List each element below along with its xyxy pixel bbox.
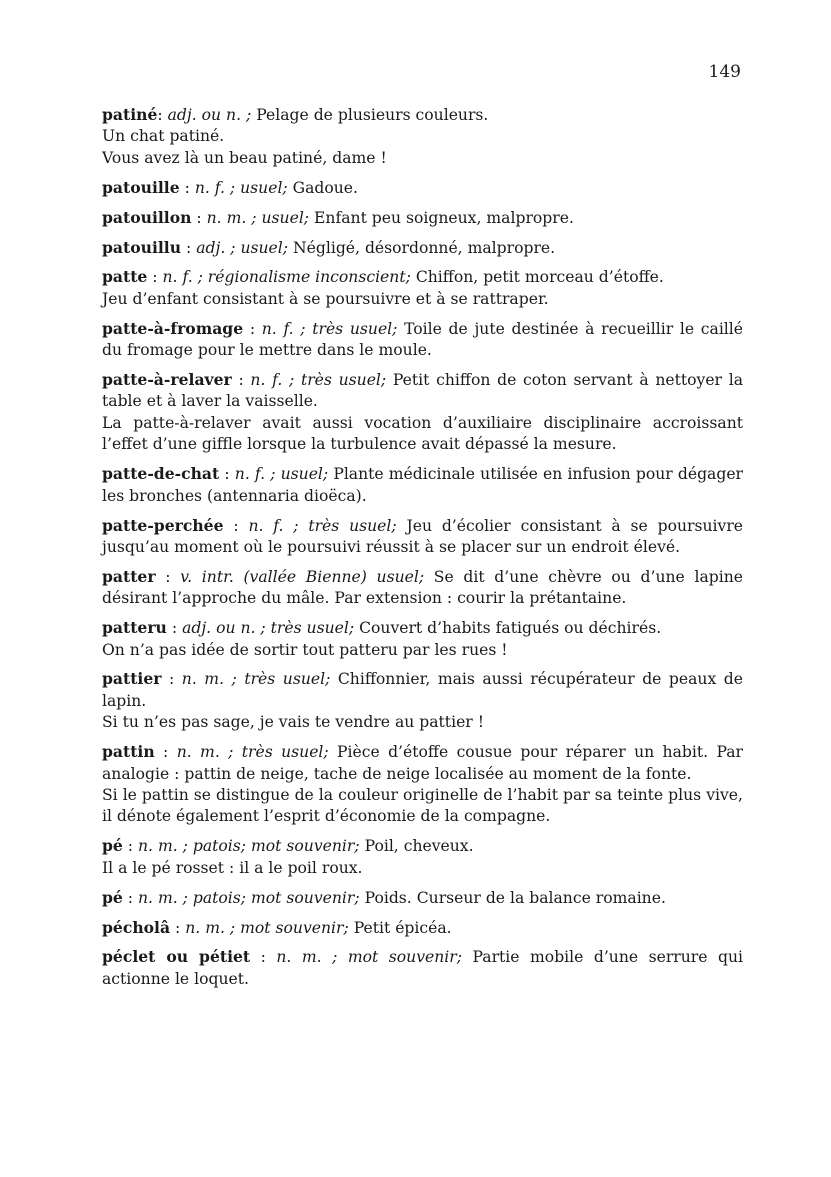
- entry-definition: Petit chiffon de coton servant à nettoyer la table et à laver la vaisselle.: [102, 371, 744, 411]
- entry-headword: patteru: [102, 618, 167, 638]
- dictionary-entry: [102, 741, 743, 828]
- entry-separator: :: [223, 516, 249, 535]
- entry-grammar: n. m. ; très usuel;: [176, 743, 329, 762]
- entry-separator: :: [179, 178, 195, 197]
- entry-separator: :: [154, 743, 177, 762]
- entry-headword: patte: [102, 267, 148, 287]
- entry-definition: Négligé, désordonné, malpropre.: [288, 238, 556, 257]
- entry-headword: pé: [102, 836, 123, 856]
- entry-definition: Enfant peu soigneux, malpropre.: [309, 208, 574, 227]
- entry-headword: patouillu: [102, 237, 182, 257]
- entry-headword: patiné: [102, 105, 158, 124]
- dictionary-entry: [102, 835, 743, 879]
- entry-separator: :: [166, 619, 183, 638]
- entry-headword: pattin: [102, 742, 155, 762]
- entry-separator: :: [219, 465, 235, 484]
- entry-grammar: adj. ; usuel;: [196, 238, 289, 257]
- entry-separator: :: [122, 888, 138, 907]
- entry-definition: Partie mobile d’une serrure qui actionne le loquet.: [102, 948, 743, 988]
- dictionary-entry: [102, 266, 743, 310]
- entry-definition: Poids. Curseur de la balance romaine.: [359, 888, 666, 907]
- dictionary-entry: [102, 887, 743, 909]
- dictionary-entry: [102, 369, 743, 456]
- entry-grammar: n. m. ; très usuel;: [181, 670, 331, 689]
- entry-grammar: n. f. ; usuel;: [234, 465, 329, 484]
- dictionary-entry: [102, 617, 743, 661]
- entry-headword: patter: [102, 566, 156, 586]
- entry-example: Il a le pé rosset : il a le poil roux.: [102, 858, 363, 877]
- entry-definition: Pelage de plusieurs couleurs.: [251, 106, 489, 124]
- entry-headword: patouille: [102, 177, 180, 197]
- entry-example: Jeu d’enfant consistant à se poursuivre et à se rattraper.: [102, 289, 549, 308]
- entry-grammar: n. f. ; très usuel;: [248, 516, 397, 535]
- entry-grammar: n. m. ; usuel;: [206, 208, 310, 227]
- entry-example: Vous avez là un beau patiné, dame !: [102, 148, 387, 167]
- entry-grammar: n. m. ; mot souvenir;: [185, 918, 349, 937]
- entry-headword: patte-de-chat: [102, 464, 220, 484]
- entry-definition: Petit épicéa.: [348, 918, 452, 937]
- entry-grammar: n. m. ; patois; mot souvenir;: [138, 888, 360, 907]
- entry-definition: Chiffonnier, mais aussi récupérateur de peaux de lapin.: [102, 670, 743, 710]
- entry-headword: pé: [102, 887, 123, 907]
- dictionary-entry: [102, 566, 743, 610]
- entry-definition: Plante médicinale utilisée en infusion pour dégager les bronches (antennaria dioëca).: [102, 465, 744, 505]
- entry-definition: Chiffon, petit morceau d’étoffe.: [410, 268, 664, 287]
- entry-separator: :: [191, 208, 207, 227]
- entry-headword: patouillon: [102, 207, 192, 227]
- entry-headword: péclet ou pétiet: [102, 947, 251, 967]
- entry-separator: :: [170, 918, 186, 937]
- entry-grammar: adj. ou n. ;: [167, 106, 252, 124]
- entry-example: Si le pattin se distingue de la couleur originelle de l’habit par sa teinte plus vive, il dénote également l’esprit d’économie de la compagne.: [102, 785, 743, 826]
- dictionary-entries: [102, 104, 743, 998]
- entry-grammar: n. m. ; patois; mot souvenir;: [138, 837, 360, 856]
- entry-grammar: n. f. ; usuel;: [194, 178, 288, 197]
- entry-grammar: n. f. ; très usuel;: [261, 319, 398, 338]
- entry-headword: patte-à-relaver: [102, 370, 232, 390]
- dictionary-entry: [102, 463, 743, 507]
- dictionary-entry: [102, 318, 743, 362]
- dictionary-entry: [102, 515, 743, 559]
- entry-example: Si tu n’es pas sage, je vais te vendre au pattier !: [102, 713, 484, 732]
- dictionary-entry: [102, 177, 743, 199]
- dictionary-entry: [102, 104, 743, 169]
- entry-separator: :: [243, 319, 262, 338]
- dictionary-entry: [102, 668, 743, 733]
- entry-headword: patte-perchée: [102, 515, 224, 535]
- entry-separator: :: [122, 837, 138, 856]
- entry-definition: Poil, cheveux.: [359, 837, 474, 856]
- entry-definition: Couvert d’habits fatigués ou déchirés.: [354, 619, 662, 638]
- entry-definition: Gadoue.: [287, 178, 358, 197]
- entry-example: Un chat patiné.: [102, 127, 225, 146]
- entry-separator: :: [155, 567, 181, 586]
- entry-definition: Toile de jute destinée à recueillir le caillé du fromage pour le mettre dans le moule.: [102, 319, 744, 360]
- entry-grammar: n. f. ; régionalisme inconscient;: [162, 268, 411, 287]
- entry-example: On n’a pas idée de sortir tout patteru par les rues !: [102, 640, 508, 659]
- dictionary-entry: [102, 917, 743, 939]
- entry-separator: :: [181, 238, 197, 257]
- dictionary-entry: [102, 237, 743, 259]
- entry-definition: Se dit d’une chèvre ou d’une lapine désirant l’approche du mâle. Par extension : courir la prétantaine.: [102, 567, 743, 608]
- entry-separator: :: [147, 268, 163, 287]
- entry-definition: Jeu d’écolier consistant à se poursuivre jusqu’au moment où le poursuivi réussit à se placer sur un endroit élevé.: [102, 516, 743, 556]
- entry-separator: :: [250, 948, 277, 967]
- dictionary-entry: [102, 207, 743, 229]
- entry-definition: Pièce d’étoffe cousue pour réparer un habit. Par analogie : pattin de neige, tache de neige localisée au moment de la fonte.: [102, 743, 743, 783]
- entry-grammar: v. intr. (vallée Bienne) usuel;: [180, 567, 425, 586]
- entry-grammar: n. f. ; très usuel;: [250, 371, 387, 390]
- entry-separator: :: [231, 371, 251, 390]
- entry-headword: pécholâ: [102, 917, 171, 937]
- entry-example: La patte-à-relaver avait aussi vocation d’auxiliaire disciplinaire accroissant l’effet d’une giffle lorsque la turbulence avait dépassé la mesure.: [102, 413, 743, 454]
- page-number: 149: [708, 62, 741, 82]
- entry-grammar: n. m. ; mot souvenir;: [276, 948, 462, 967]
- entry-separator: :: [157, 106, 168, 124]
- entry-grammar: adj. ou n. ; très usuel;: [182, 619, 355, 638]
- entry-separator: :: [161, 670, 182, 689]
- entry-headword: patte-à-fromage: [102, 318, 244, 338]
- entry-headword: pattier: [102, 669, 162, 689]
- dictionary-entry: [102, 946, 743, 990]
